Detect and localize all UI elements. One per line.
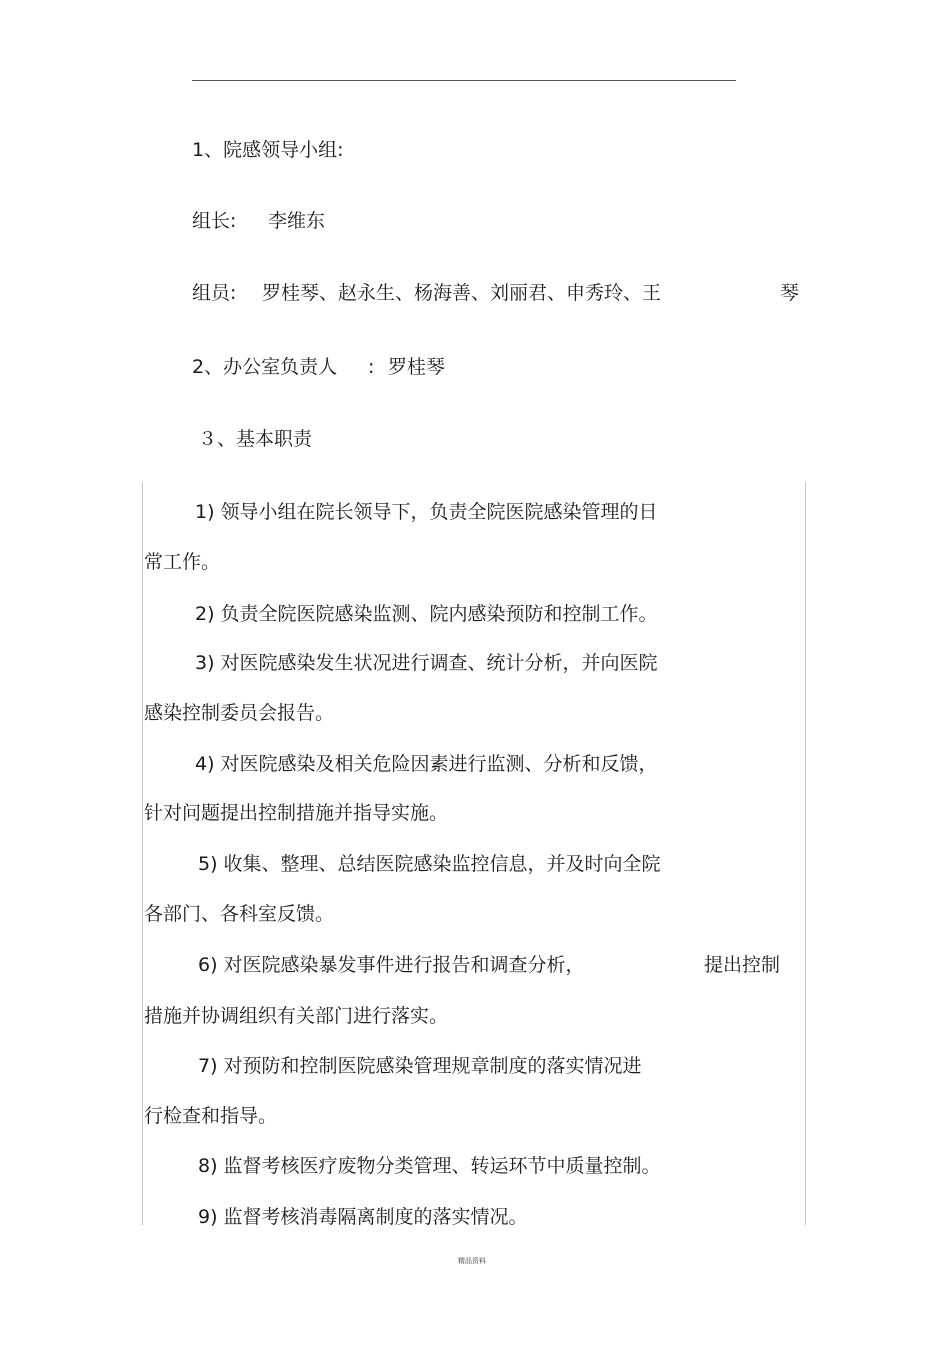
page-footer: 精品资料 — [458, 1257, 486, 1265]
duty-3-line1: 3) 对医院感染发生状况进行调查、统计分析，并向医院 — [195, 652, 658, 674]
duty-5-line2: 各部门、各科室反馈。 — [144, 903, 335, 925]
duty-4-line2: 针对问题提出控制措施并指导实施。 — [144, 802, 449, 824]
left-border-line — [142, 482, 143, 1225]
section3-heading: ３、基本职责 — [198, 428, 313, 450]
duty-6-line1: 6) 对医院感染暴发事件进行报告和调查分析， — [198, 954, 585, 976]
header-rule — [192, 80, 736, 81]
duty-6-line1-tail: 提出控制 — [704, 954, 781, 976]
duty-3-line2: 感染控制委员会报告。 — [144, 702, 335, 724]
leader-name: 李维东 — [268, 210, 326, 232]
leader-label: 组长: — [192, 210, 237, 232]
section1-heading: 1、院感领导小组: — [192, 139, 344, 161]
office-head-colon: : — [368, 356, 375, 378]
duty-9-line1: 9) 监督考核消毒隔离制度的落实情况。 — [198, 1206, 528, 1228]
duty-7-line2: 行检查和指导。 — [144, 1105, 278, 1127]
duty-8-line1: 8) 监督考核医疗废物分类管理、转运环节中质量控制。 — [198, 1155, 661, 1177]
duty-5-line1: 5) 收集、整理、总结医院感染监控信息，并及时向全院 — [198, 853, 661, 875]
duty-1-line2: 常工作。 — [144, 551, 221, 573]
members-label: 组员: — [192, 282, 237, 304]
duty-1-line1: 1) 领导小组在院长领导下，负责全院医院感染管理的日 — [195, 501, 658, 523]
duty-7-line1: 7) 对预防和控制医院感染管理规章制度的落实情况进 — [198, 1055, 642, 1077]
duty-2-line1: 2) 负责全院医院感染监测、院内感染预防和控制工作。 — [195, 603, 658, 625]
duty-6-line2: 措施并协调组织有关部门进行落实。 — [144, 1005, 449, 1027]
members-list-tail: 琴 — [780, 282, 800, 304]
office-head-label: 2、办公室负责人 — [192, 356, 338, 378]
members-list: 罗桂琴、赵永生、杨海善、刘丽君、申秀玲、王 — [262, 282, 662, 304]
right-border-line — [805, 482, 806, 1225]
duty-4-line1: 4) 对医院感染及相关危险因素进行监测、分析和反馈， — [195, 753, 658, 775]
office-head-name: 罗桂琴 — [388, 356, 446, 378]
